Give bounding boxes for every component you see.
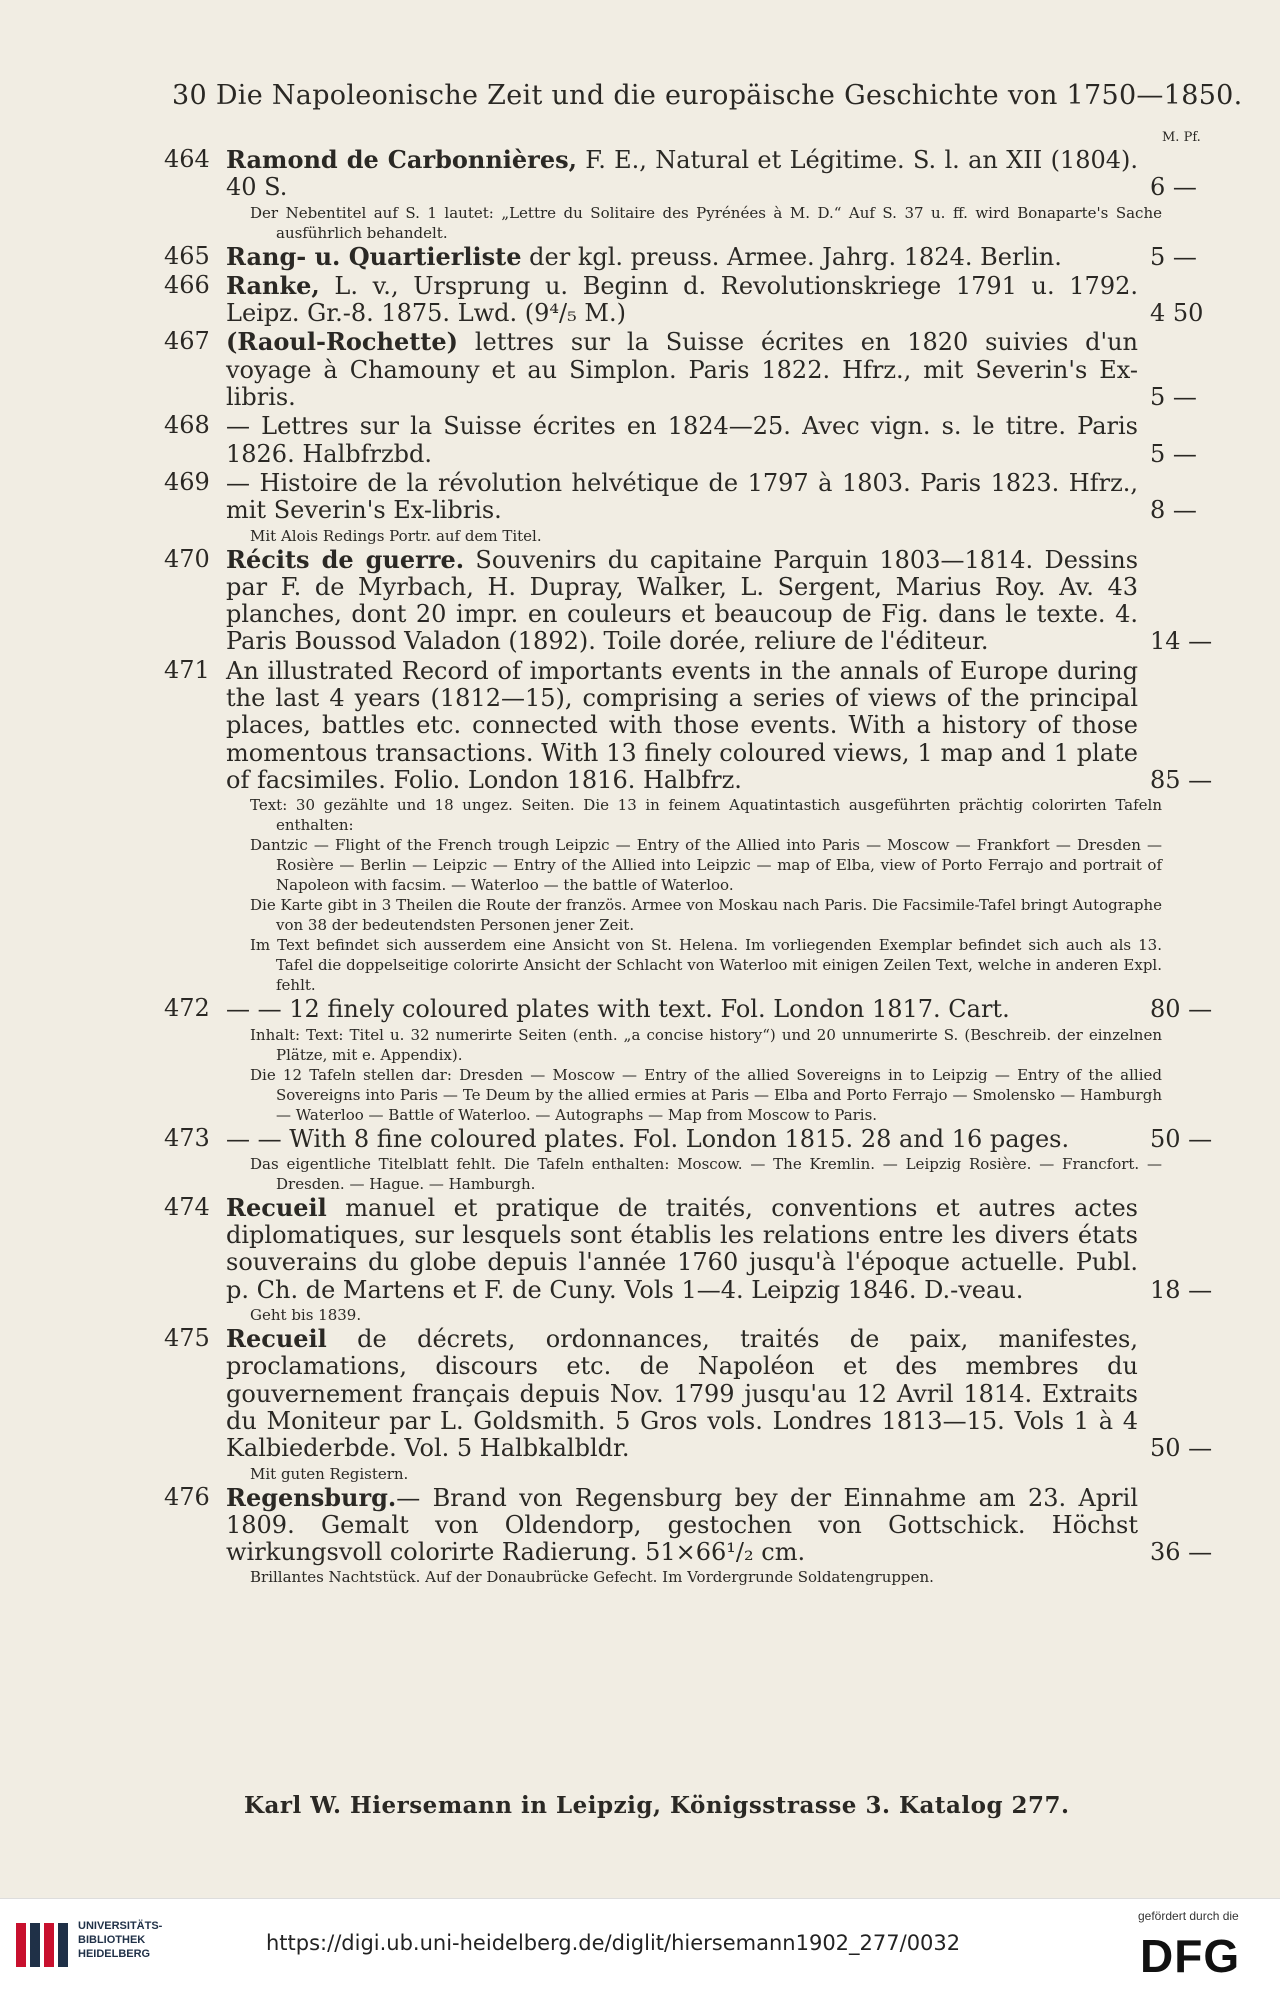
entry-number: 474 xyxy=(164,1192,210,1221)
entry-text: manuel et pratique de traités, conventions et autres actes diplomatiques, sur lesquels sont établis les relations entre les divers états souverains du globe depuis l'année 1760 jusqu'à l'époque actuelle. Publ. p. Ch. de Martens et F. de Cuny. Vols 1—4. Leipzig 1846. D.-veau. xyxy=(226,1193,1138,1304)
entry-price: 80 — xyxy=(1150,995,1213,1024)
entry-price: 50 — xyxy=(1150,1434,1213,1463)
entry-number: 470 xyxy=(164,544,210,573)
catalog-entry xyxy=(0,146,1280,202)
entry-description xyxy=(226,1125,1138,1153)
entry-description xyxy=(226,995,1138,1023)
entry-heading: Ranke, xyxy=(226,270,320,300)
catalog-entry xyxy=(0,469,1280,525)
entry-number: 471 xyxy=(164,655,210,684)
entry-price: 6 — xyxy=(1150,173,1197,202)
catalog-entry xyxy=(0,657,1280,794)
entry-description xyxy=(226,469,1138,525)
entry-heading: Récits de guerre. xyxy=(226,544,465,574)
entry-note: Dantzic — Flight of the French trough Leipzic — Entry of the Allied into Paris — Moscow — Frankfort — Dresden — Rosière — Berlin — Leipzic — Entry of the Allied into Leipzic — map of Elba, view of Porto Ferrajo and portrait of Napoleon with facsim. — Waterloo — the battle of Waterloo. xyxy=(250,836,1162,895)
entry-description xyxy=(226,328,1138,411)
entry-number: 467 xyxy=(164,327,210,356)
entry-number: 468 xyxy=(164,411,210,440)
catalog-entry xyxy=(0,243,1280,271)
entry-heading: (Raoul-Rochette) xyxy=(226,327,459,357)
entry-note: Inhalt: Text: Titel u. 32 numerirte Seiten (enth. „a concise history“) und 20 unnumerirte S. (Beschreib. der einzelnen Plätze, mit e. Appendix). xyxy=(250,1025,1162,1064)
entry-number: 476 xyxy=(164,1482,210,1511)
entry-description xyxy=(226,272,1138,328)
university-library-name: UNIVERSITÄTS- BIBLIOTHEK HEIDELBERG xyxy=(78,1920,163,1960)
entry-price: 4 50 xyxy=(1150,299,1204,328)
entry-price: 14 — xyxy=(1150,627,1213,656)
permalink-url[interactable]: https://digi.ub.uni-heidelberg.de/diglit/hiersemann1902_277/0032 xyxy=(266,1931,961,1955)
entry-text: — Histoire de la révolution helvétique de 1797 à 1803. Paris 1823. Hfrz., mit Severin's Ex-libris. xyxy=(226,468,1138,525)
entry-number: 466 xyxy=(164,270,210,299)
catalog-entry xyxy=(0,328,1280,411)
entry-note: Geht bis 1839. xyxy=(250,1306,362,1325)
entry-note: Der Nebentitel auf S. 1 lautet: „Lettre du Solitaire des Pyrénées à M. D.“ Auf S. 37 u. ff. wird Bonaparte's Sache ausführlich behandelt. xyxy=(250,203,1162,242)
entry-number: 475 xyxy=(164,1324,210,1353)
entry-text: de décrets, ordonnances, traités de paix, manifestes, proclamations, discours etc. de Napoléon et des membres du gouvernement français depuis Nov. 1799 jusqu'au 12 Avril 1814. Extraits du Moniteur par L. Goldsmith. 5 Gros vols. Londres 1813—15. Vols 1 à 4 Kalbiederbde. Vol. 5 Halbkalbldr. xyxy=(226,1325,1138,1463)
entry-number: 469 xyxy=(164,467,210,496)
entry-text: — — 12 finely coloured plates with text. Fol. London 1817. Cart. xyxy=(226,995,1010,1024)
entry-price: 18 — xyxy=(1150,1275,1213,1304)
catalog-entries xyxy=(0,146,1280,1587)
entry-price: 36 — xyxy=(1150,1538,1213,1567)
entry-heading: Regensburg. xyxy=(226,1482,397,1512)
entry-price: 5 — xyxy=(1150,383,1197,412)
entry-note: Mit guten Registern. xyxy=(250,1464,409,1483)
entry-heading: Rang- u. Quartierliste xyxy=(226,241,522,271)
entry-price: 5 — xyxy=(1150,242,1197,271)
catalog-entry xyxy=(0,412,1280,468)
entry-note: Brillantes Nachtstück. Auf der Donaubrücke Gefecht. Im Vordergrunde Soldatengruppen. xyxy=(250,1568,934,1587)
entry-text: — — With 8 fine coloured plates. Fol. London 1815. 28 and 16 pages. xyxy=(226,1124,1070,1153)
catalog-entry xyxy=(0,1194,1280,1304)
catalog-entry xyxy=(0,1484,1280,1567)
entry-description xyxy=(226,546,1138,656)
entry-description xyxy=(226,1484,1138,1567)
catalog-entry xyxy=(0,546,1280,656)
entry-text: — Lettres sur la Suisse écrites en 1824—25. Avec vign. s. le titre. Paris 1826. Halbfrzbd. xyxy=(226,412,1138,468)
entry-price: 8 — xyxy=(1150,496,1197,525)
entry-text: Souvenirs du capitaine Parquin 1803—1814. Dessins par F. de Myrbach, H. Dupray, Walker, L. Sergent, Marius Roy. Av. 43 planches, dont 20 impr. en couleurs et beaucoup de Fig. dans le texte. 4. Paris Boussod Valadon (1892). Toile dorée, reliure de l'éditeur. xyxy=(226,545,1139,656)
entry-text: An illustrated Record of importants events in the annals of Europe during the last 4 years (1812—15), comprising a series of views of the principal places, battles etc. connected with those events. With a history of those momentous transactions. With 13 finely coloured views, 1 map and 1 plate of facsimiles. Folio. London 1816. Halbfrz. xyxy=(226,656,1138,794)
entry-price: 5 — xyxy=(1150,439,1197,468)
entry-note: Text: 30 gezählte und 18 ungez. Seiten. Die 13 in feinem Aquatintastich ausgeführten prächtig colorirten Tafeln enthalten: xyxy=(250,796,1162,835)
dfg-logo: DFG xyxy=(1140,1930,1241,1982)
catalog-entry xyxy=(0,272,1280,328)
entry-number: 465 xyxy=(164,241,210,270)
currency-header: M. Pf. xyxy=(1162,130,1201,145)
entry-note: Das eigentliche Titelblatt fehlt. Die Tafeln enthalten: Moscow. — The Kremlin. — Leipzig Rosière. — Francfort. — Dresden. — Hague. — Hamburgh. xyxy=(250,1154,1162,1193)
university-library-logo-icon xyxy=(12,1917,72,1973)
entry-description xyxy=(226,657,1138,794)
catalog-entry xyxy=(0,1125,1280,1153)
entry-description xyxy=(226,146,1138,202)
entry-note: Im Text befindet sich ausserdem eine Ansicht von St. Helena. Im vorliegenden Exemplar befindet sich auch als 13. Tafel die doppelseitige colorirte Ansicht der Schlacht von Waterloo mit einigen Zeilen Text, welche in anderen Expl. fehlt. xyxy=(250,936,1162,995)
entry-number: 472 xyxy=(164,994,210,1023)
entry-description xyxy=(226,412,1138,468)
catalog-entry xyxy=(0,995,1280,1023)
entry-number: 464 xyxy=(164,145,210,173)
running-head: 30 Die Napoleonische Zeit und die europäische Geschichte von 1750—1850. xyxy=(172,80,1243,111)
entry-heading: Recueil xyxy=(226,1192,327,1222)
entry-text: der kgl. preuss. Armee. Jahrg. 1824. Berlin. xyxy=(521,242,1062,271)
funding-caption: gefördert durch die xyxy=(1138,1909,1239,1923)
entry-text: L. v., Ursprung u. Beginn d. Revolutionskriege 1791 u. 1792. Leipz. Gr.-8. 1875. Lwd. (9⁴/₅ M.) xyxy=(226,271,1138,328)
entry-note: Die Karte gibt in 3 Theilen die Route der französ. Armee von Moskau nach Paris. Die Facsimile-Tafel bringt Autographe von 38 der bedeutendsten Personen jener Zeit. xyxy=(250,896,1162,935)
entry-note: Mit Alois Redings Portr. auf dem Titel. xyxy=(250,526,542,545)
entry-heading: Recueil xyxy=(226,1324,327,1354)
entry-text: F. E., Natural et Légitime. S. l. an XII (1804). 40 S. xyxy=(226,146,1138,202)
entry-price: 50 — xyxy=(1150,1124,1213,1153)
entry-note: Die 12 Tafeln stellen dar: Dresden — Moscow — Entry of the allied Sovereigns in to Leipzig — Entry of the allied Sovereigns into Paris — Te Deum by the allied ermies at Paris — Elba and Porto Ferrajo — Smolensko — Hamburgh — Waterloo — Battle of Waterloo. — Autographs — Map from Moscow to Paris. xyxy=(250,1065,1162,1124)
catalog-entry xyxy=(0,1325,1280,1462)
entry-description xyxy=(226,1325,1138,1462)
entry-text: — Brand von Regensburg bey der Einnahme am 23. April 1809. Gemalt von Oldendorp, gestochen von Gottschick. Höchst wirkungsvoll colorirte Radierung. 51×66¹/₂ cm. xyxy=(226,1483,1138,1567)
publisher-imprint: Karl W. Hiersemann in Leipzig, Königsstrasse 3. Katalog 277. xyxy=(244,1792,1070,1819)
entry-description xyxy=(226,1194,1138,1304)
viewer-footer-bar xyxy=(0,1898,1280,1991)
entry-number: 473 xyxy=(164,1123,210,1152)
entry-description xyxy=(226,243,1138,271)
entry-text: lettres sur la Suisse écrites en 1820 suivies d'un voyage à Chamouny et au Simplon. Paris 1822. Hfrz., mit Severin's Ex-libris. xyxy=(226,328,1138,412)
entry-heading: Ramond de Carbonnières, xyxy=(226,145,577,174)
entry-price: 85 — xyxy=(1150,765,1213,794)
